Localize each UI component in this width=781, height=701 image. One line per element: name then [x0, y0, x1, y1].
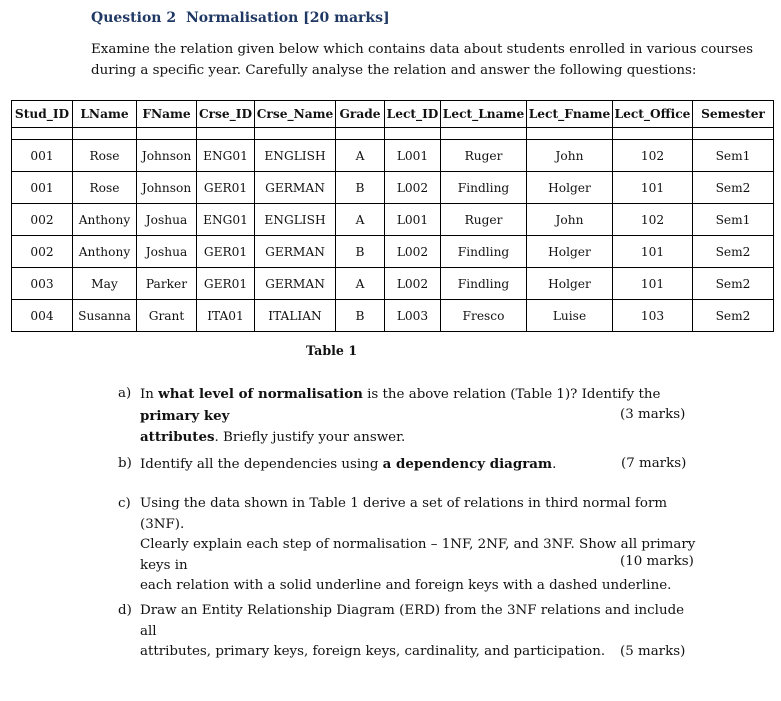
table-cell: Sem2	[693, 236, 774, 268]
table-cell: L001	[385, 140, 441, 172]
table-cell: L002	[385, 172, 441, 204]
question-title: Normalisation [20 marks]	[186, 10, 390, 26]
table-header-row	[12, 101, 774, 128]
table-cell: 101	[613, 268, 693, 300]
table-cell: Anthony	[73, 204, 137, 236]
table-cell: Findling	[441, 236, 527, 268]
table-cell: Joshua	[137, 204, 197, 236]
table-cell: Rose	[73, 172, 137, 204]
table-cell: Rose	[73, 140, 137, 172]
question-letter: d)	[118, 603, 132, 618]
table-cell: ENG01	[197, 204, 255, 236]
table-cell: ITALIAN	[255, 300, 336, 332]
table-cell: Grant	[137, 300, 197, 332]
table-row	[12, 140, 774, 172]
table-cell: 103	[613, 300, 693, 332]
table-cell: 003	[12, 268, 73, 300]
table-cell: 102	[613, 204, 693, 236]
emphasis: what level of normalisation	[158, 386, 363, 402]
table-cell: GERMAN	[255, 172, 336, 204]
question-letter: b)	[118, 456, 132, 471]
table-cell: ENGLISH	[255, 204, 336, 236]
table-cell: L002	[385, 268, 441, 300]
table-cell: GERMAN	[255, 268, 336, 300]
table-cell: Anthony	[73, 236, 137, 268]
header-cell: Stud_ID	[12, 101, 73, 128]
header-cell: Crse_Name	[255, 101, 336, 128]
header-cell: Lect_ID	[385, 101, 441, 128]
table-cell: John	[527, 140, 613, 172]
table-cell: GERMAN	[255, 236, 336, 268]
table-cell: Holger	[527, 172, 613, 204]
table-cell: Johnson	[137, 140, 197, 172]
table-cell: B	[336, 300, 385, 332]
question-letter: c)	[118, 496, 131, 511]
table-cell: 002	[12, 204, 73, 236]
header-cell: Lect_Lname	[441, 101, 527, 128]
table-cell: Findling	[441, 268, 527, 300]
header-cell: Grade	[336, 101, 385, 128]
emphasis: attributes	[140, 429, 215, 445]
header-cell: LName	[73, 101, 137, 128]
relation-table	[11, 100, 774, 332]
table-row	[12, 204, 774, 236]
table-cell: 101	[613, 172, 693, 204]
emphasis: primary key	[140, 407, 230, 424]
table-cell: Sem1	[693, 140, 774, 172]
table-cell: May	[73, 268, 137, 300]
table-cell: L001	[385, 204, 441, 236]
header-cell: Lect_Fname	[527, 101, 613, 128]
table-cell: 001	[12, 140, 73, 172]
question-a: a) In what level of normalisation is the above relation (Table 1)? Identify the primary key attributes. Briefly justify your answer. (3 marks)	[118, 386, 686, 445]
question-number: Question 2	[91, 10, 177, 26]
marks-label: (3 marks)	[620, 406, 686, 422]
marks-label: (5 marks)	[620, 644, 686, 659]
intro-line: during a specific year. Carefully analyse the relation and answer the following questions:	[91, 63, 697, 78]
table-cell: 002	[12, 236, 73, 268]
header-cell: Semester	[693, 101, 774, 128]
table-cell: 004	[12, 300, 73, 332]
table-cell: Ruger	[441, 140, 527, 172]
header-cell: Crse_ID	[197, 101, 255, 128]
table-cell: L003	[385, 300, 441, 332]
table-cell: Holger	[527, 268, 613, 300]
table-cell: ENGLISH	[255, 140, 336, 172]
table-cell: Findling	[441, 172, 527, 204]
table-row	[12, 268, 774, 300]
question-d: d) Draw an Entity Relationship Diagram (ERD) from the 3NF relations and include all attributes, primary keys, foreign keys, cardinality, and participation. (5 marks)	[118, 601, 698, 663]
table-cell: Sem2	[693, 300, 774, 332]
table-cell: Sem1	[693, 204, 774, 236]
table-cell: Sem2	[693, 172, 774, 204]
table-cell: GER01	[197, 268, 255, 300]
table-cell: Sem2	[693, 268, 774, 300]
table-row	[12, 172, 774, 204]
table-cell: GER01	[197, 172, 255, 204]
question-c: c) Using the data shown in Table 1 derive a set of relations in third normal form (3NF). Clearly explain each step of normalisation – 1NF, 2NF, and 3NF. Show all primary keys in each relation with a solid underline and foreign keys with a dashed underline. (10 marks)	[118, 496, 696, 593]
table-cell: Luise	[527, 300, 613, 332]
table-spacer-row	[12, 128, 774, 140]
table-cell: B	[336, 172, 385, 204]
marks-label: (7 marks)	[621, 456, 687, 471]
header-cell: Lect_Office	[613, 101, 693, 128]
table-cell: John	[527, 204, 613, 236]
table-cell: B	[336, 236, 385, 268]
table-cell: ENG01	[197, 140, 255, 172]
question-letter: a)	[118, 386, 132, 401]
table-cell: Holger	[527, 236, 613, 268]
table-cell: Susanna	[73, 300, 137, 332]
question-b: b) Identify all the dependencies using a dependency diagram. (7 marks)	[118, 454, 698, 476]
table-cell: Ruger	[441, 204, 527, 236]
table-cell: A	[336, 268, 385, 300]
intro-paragraph	[91, 39, 753, 81]
table-row	[12, 236, 774, 268]
table-cell: A	[336, 204, 385, 236]
table-cell: 101	[613, 236, 693, 268]
table-cell: L002	[385, 236, 441, 268]
intro-line: Examine the relation given below which contains data about students enrolled in various courses	[91, 42, 753, 57]
emphasis: a dependency diagram	[382, 456, 553, 472]
table-cell: GER01	[197, 236, 255, 268]
table-cell: 001	[12, 172, 73, 204]
table-cell: Fresco	[441, 300, 527, 332]
question-heading	[91, 10, 390, 26]
table-cell: ITA01	[197, 300, 255, 332]
table-cell: Johnson	[137, 172, 197, 204]
table-row	[12, 300, 774, 332]
table-caption: Table 1	[306, 343, 358, 358]
table-cell: Joshua	[137, 236, 197, 268]
marks-label: (10 marks)	[620, 554, 694, 569]
header-cell: FName	[137, 101, 197, 128]
table-cell: A	[336, 140, 385, 172]
table-cell: 102	[613, 140, 693, 172]
table-cell: Parker	[137, 268, 197, 300]
